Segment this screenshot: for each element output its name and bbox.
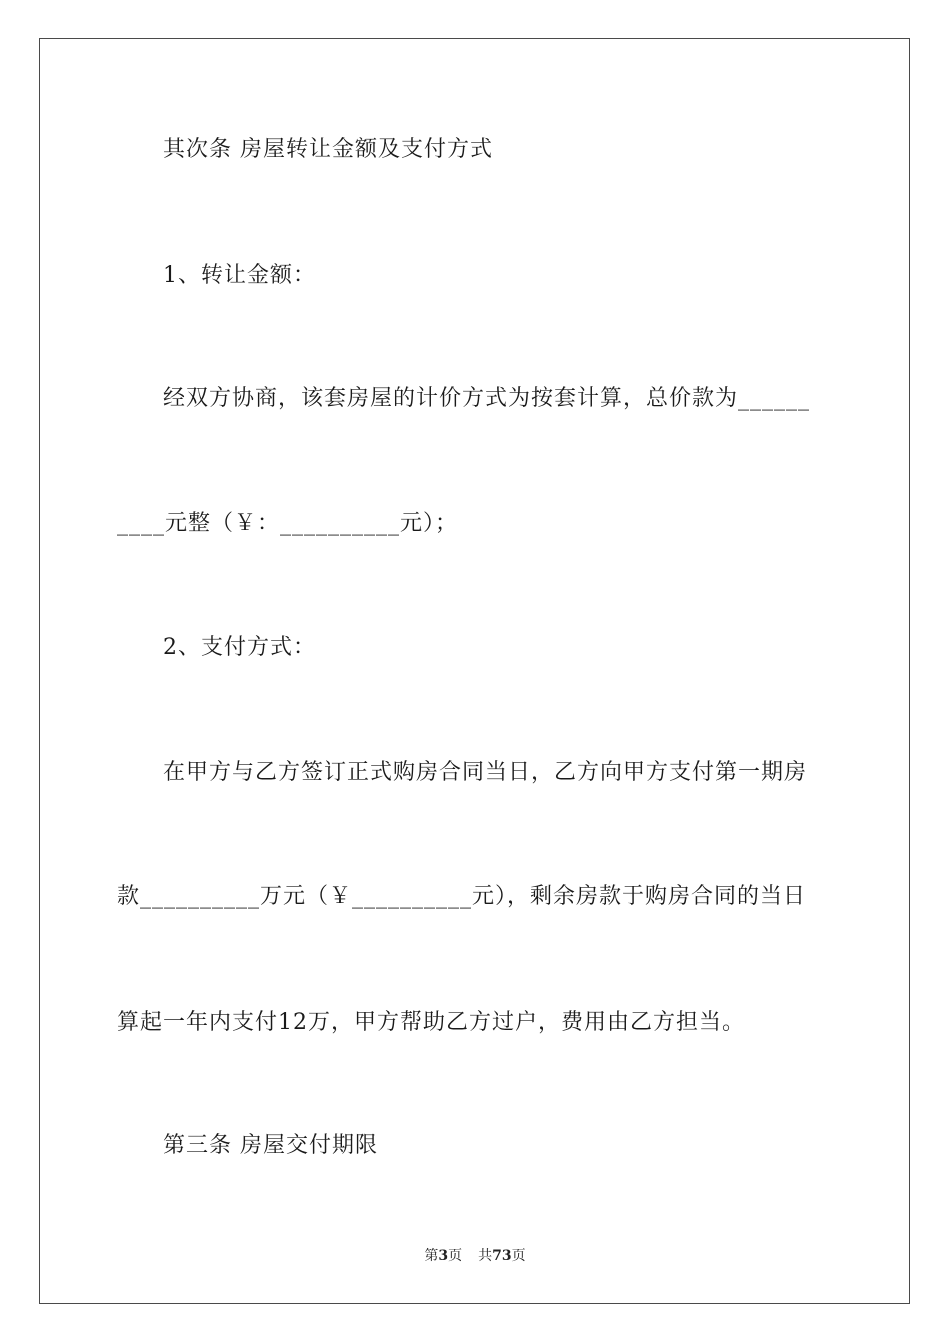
section-heading-2: 其次条 房屋转让金额及支付方式 (163, 137, 493, 162)
paragraph-price-line-2: ____元整（￥：__________元）； (117, 511, 459, 536)
paragraph-price-line-1: 经双方协商，该套房屋的计价方式为按套计算，总价款为______ (163, 386, 811, 411)
footer-page-current: 3 (438, 1248, 449, 1264)
footer-page-prefix: 第 (424, 1248, 439, 1264)
paragraph-payment-line-2: 款__________万元（￥__________元），剩余房款于购房合同的当日 (117, 884, 807, 909)
footer-total-unit: 页 (511, 1248, 526, 1264)
paragraph-payment-heading: 2、支付方式： (163, 635, 316, 660)
paragraph-payment-line-3: 算起一年内支付12万，甲方帮助乙方过户，费用由乙方担当。 (117, 1010, 745, 1035)
page-footer (0, 1246, 950, 1266)
page-border (39, 38, 910, 1304)
paragraph-payment-line-1: 在甲方与乙方签订正式购房合同当日，乙方向甲方支付第一期房 (163, 760, 808, 785)
section-heading-3: 第三条 房屋交付期限 (163, 1133, 378, 1158)
footer-total-prefix: 共 (478, 1248, 493, 1264)
paragraph-transfer-amount-heading: 1、转让金额： (163, 263, 316, 288)
footer-page-unit: 页 (448, 1248, 463, 1264)
footer-page-total: 73 (492, 1248, 512, 1264)
